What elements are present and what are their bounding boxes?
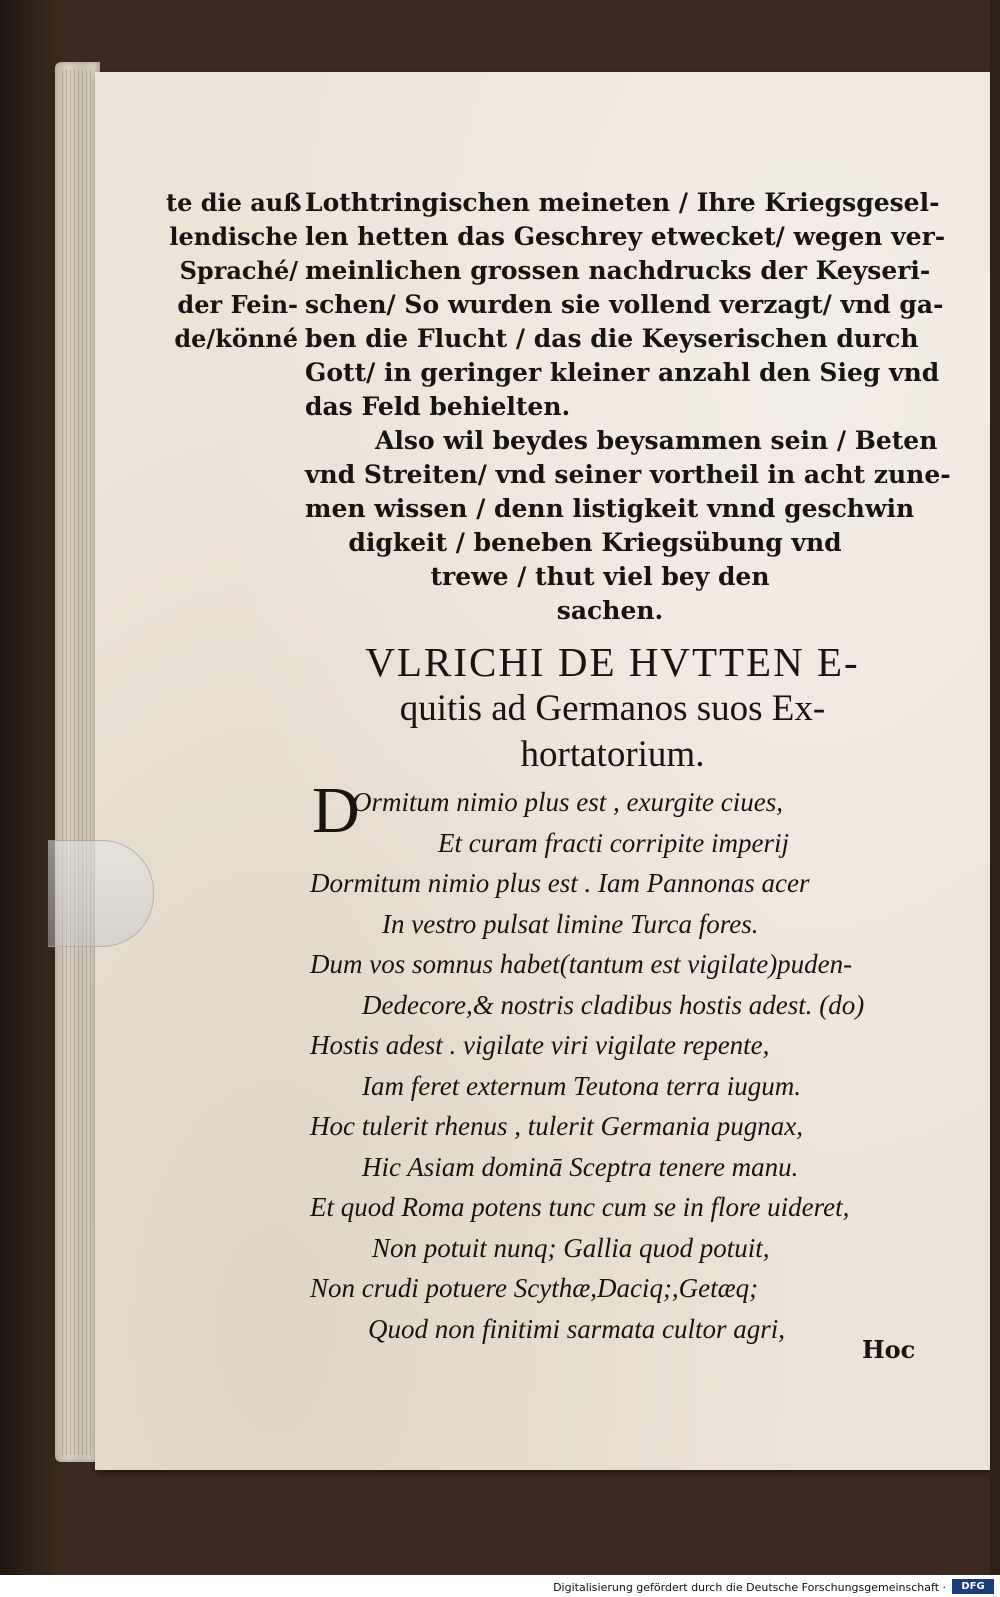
poem-title xyxy=(300,638,925,778)
fraktur-text xyxy=(305,186,951,628)
text-line: len hetten das Geschrey etwecket/ wegen ver- xyxy=(305,222,946,251)
margin-note-line: Spraché/ xyxy=(179,256,298,285)
poem-line: Et quod Roma potens tunc cum se in flore uideret, xyxy=(310,1192,850,1222)
dfg-logo: DFG xyxy=(952,1579,994,1594)
title-line: quitis ad Germanos suos Ex- xyxy=(399,688,826,729)
drop-capital: D xyxy=(312,774,360,847)
text-line: sachen. xyxy=(556,596,664,625)
text-line: meinlichen grossen nachdrucks der Keyseri- xyxy=(305,256,931,285)
title-line: hortatorium. xyxy=(520,734,705,775)
title-line: VLRICHI DE HVTTEN E- xyxy=(365,639,860,685)
margin-note xyxy=(166,186,302,356)
poem-line: Dormitum nimio plus est . Iam Pannonas acer xyxy=(310,868,810,898)
text-line: men wissen / denn listigkeit vnnd geschwin xyxy=(305,494,915,523)
text-line: Lothtringischen meineten / Ihre Kriegsgesel- xyxy=(305,188,940,217)
catchword: Hoc xyxy=(862,1335,916,1364)
text-line: Also wil beydes beysammen sein / Beten xyxy=(375,426,938,455)
poem-line: Non crudi potuere Scythæ,Daciq;,Getæq; xyxy=(310,1273,759,1303)
margin-note-line: lendische xyxy=(169,222,298,251)
text-line: vnd Streiten/ vnd seiner vortheil in acht zune- xyxy=(305,460,951,489)
text-line: schen/ So wurden sie vollend verzagt/ vnd ga- xyxy=(305,290,944,319)
poem-line: Ormitum nimio plus est , exurgite ciues, xyxy=(352,787,783,817)
page-stack-lines xyxy=(62,70,92,1455)
poem-line: Dedecore,& nostris cladibus hostis adest. (do) xyxy=(362,989,865,1020)
text-line: trewe / thut viel bey den xyxy=(430,562,770,591)
poem-line: In vestro pulsat limine Turca fores. xyxy=(382,908,759,939)
margin-note-line: te die auß xyxy=(166,188,302,217)
text-line: Gott/ in geringer kleiner anzahl den Sieg vnd xyxy=(305,358,940,387)
scan-background-right xyxy=(990,0,1000,1597)
poem-line: Iam feret externum Teutona terra iugum. xyxy=(362,1070,801,1101)
text-line: digkeit / beneben Kriegsübung vnd xyxy=(348,528,842,557)
footer-credit: Digitalisierung gefördert durch die Deutsche Forschungsgemeinschaft · xyxy=(553,1581,946,1594)
poem-line: Dum vos somnus habet(tantum est vigilate)puden- xyxy=(310,949,853,979)
margin-note-line: der Fein- xyxy=(177,290,298,319)
text-line: das Feld behielten. xyxy=(305,392,571,421)
poem xyxy=(310,782,930,1349)
poem-line: Hostis adest . vigilate viri vigilate repente, xyxy=(310,1030,770,1060)
margin-note-line: de/könné xyxy=(174,324,298,353)
page-clip xyxy=(48,840,154,947)
scan-background-left xyxy=(0,0,60,1597)
poem-line: Quod non finitimi sarmata cultor agri, xyxy=(368,1313,786,1344)
poem-line: Non potuit nunq; Gallia quod potuit, xyxy=(372,1232,770,1263)
poem-line: Et curam fracti corripite imperij xyxy=(438,827,789,858)
poem-line: Hic Asiam dominā Sceptra tenere manu. xyxy=(362,1151,799,1182)
poem-line: Hoc tulerit rhenus , tulerit Germania pugnax, xyxy=(310,1111,803,1141)
text-line: ben die Flucht / das die Keyserischen durch xyxy=(305,324,919,353)
